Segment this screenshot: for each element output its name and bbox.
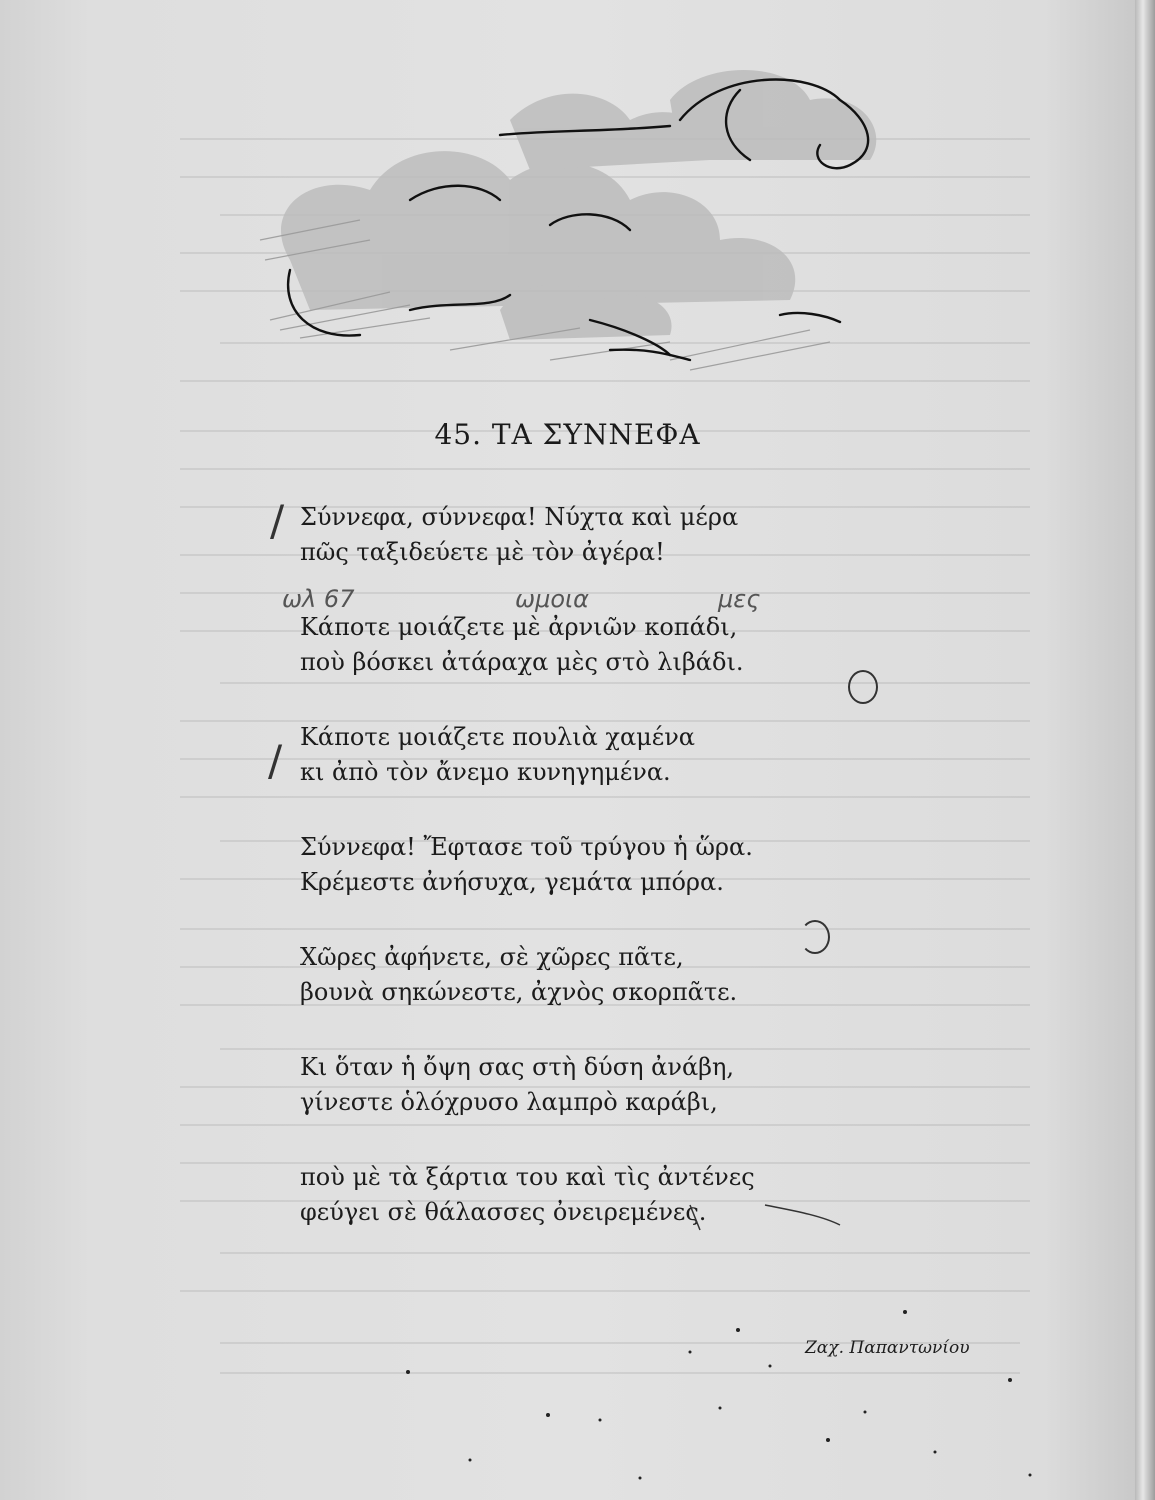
handwritten-note: μες (718, 585, 761, 613)
poem-line: Κάποτε μοιάζετε μὲ ἀρνιῶν κοπάδι, (300, 613, 738, 641)
poem-line: Κρέμεστε ἀνήσυχα, γεμάτα μπόρα. (300, 868, 724, 896)
page-edge (1135, 0, 1155, 1500)
poem-line: φεύγει σὲ θάλασσες ὀνειρεμένες. (300, 1198, 707, 1226)
poem-line: Κάποτε μοιάζετε πουλιὰ χαμένα (300, 723, 695, 751)
poem-line: ποὺ βόσκει ἀτάραχα μὲς στὸ λιβάδι. (300, 648, 744, 676)
pencil-bracket-mark: / (268, 736, 283, 785)
poem-author: Ζαχ. Παπαντωνίου (805, 1338, 970, 1358)
poem-line: κι ἀπὸ τὸν ἄνεμο κυνηγημένα. (300, 758, 671, 786)
handwritten-note: ωλ 67 (282, 585, 355, 613)
poem-line: Σύννεφα! Ἔφτασε τοῦ τρύγου ἡ ὥρα. (300, 833, 753, 861)
poem-title: 45. ΤΑ ΣΥΝΝΕΦΑ (434, 418, 701, 451)
poem-line: ποὺ μὲ τὰ ξάρτια του καὶ τὶς ἀντένες (300, 1163, 755, 1191)
poem-line: Χῶρες ἀφήνετε, σὲ χῶρες πᾶτε, (300, 943, 684, 971)
handwritten-note: ωμοια (515, 585, 589, 613)
poem-line: γίνεστε ὁλόχρυσο λαμπρὸ καράβι, (300, 1088, 718, 1116)
poem-line: Σύννεφα, σύννεφα! Νύχτα καὶ μέρα (300, 503, 739, 531)
pencil-bracket-mark: / (270, 496, 285, 545)
poem-line: Κι ὅταν ἡ ὄψη σας στὴ δύση ἀνάβη, (300, 1053, 735, 1081)
poem-line: βουνὰ σηκώνεστε, ἀχνὸς σκορπᾶτε. (300, 978, 738, 1006)
poem-line: πῶς ταξιδεύετε μὲ τὸν ἀγέρα! (300, 538, 665, 566)
